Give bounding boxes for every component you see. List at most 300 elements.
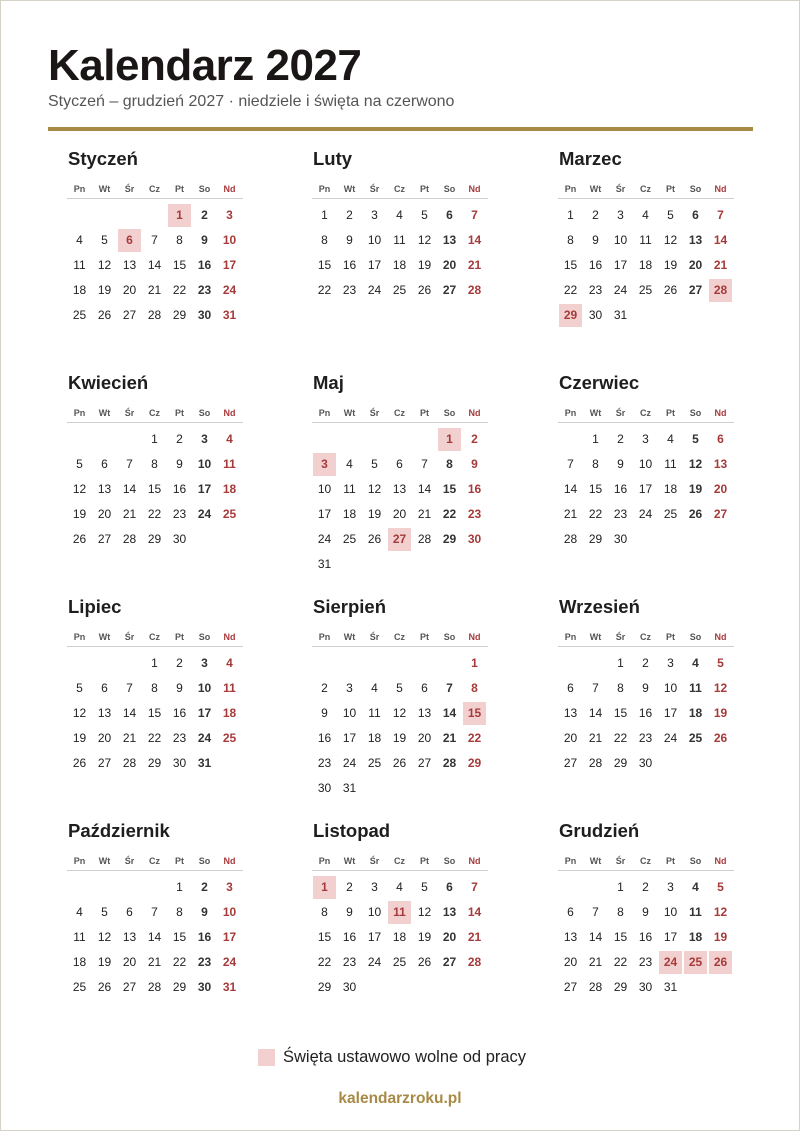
day-number: 15 (563, 258, 578, 272)
day-number: 23 (638, 731, 653, 745)
day-number: 8 (321, 905, 328, 919)
day-number: 25 (72, 980, 87, 994)
day-cell (167, 751, 192, 776)
empty-cell (583, 651, 608, 676)
day-cell (387, 726, 412, 751)
day-number: 9 (642, 905, 649, 919)
day-cell (708, 701, 733, 726)
day-cell (312, 552, 337, 577)
day-number: 8 (567, 233, 574, 247)
day-number: 17 (197, 706, 212, 720)
day-cell (337, 925, 362, 950)
day-number: 10 (663, 905, 678, 919)
day-cell (608, 900, 633, 925)
day-cell (67, 676, 92, 701)
day-number: 15 (588, 482, 603, 496)
day-cell (708, 651, 733, 676)
day-number: 12 (713, 905, 728, 919)
day-cell (337, 278, 362, 303)
weekday-header (558, 406, 734, 423)
day-number: 4 (642, 208, 649, 222)
day-cell (142, 651, 167, 676)
day-number: 30 (638, 980, 653, 994)
day-cell (167, 527, 192, 552)
empty-cell (92, 875, 117, 900)
weekday-label: Nd (468, 856, 481, 866)
day-number: 10 (317, 482, 332, 496)
day-number: 29 (317, 980, 332, 994)
day-cell (192, 502, 217, 527)
day-number: 21 (442, 731, 457, 745)
day-cell (633, 427, 658, 452)
day-number: 12 (367, 482, 382, 496)
day-number: 11 (393, 233, 406, 247)
weekday-label: Pn (318, 184, 331, 194)
day-number: 9 (346, 233, 353, 247)
weekday-label: So (443, 184, 456, 194)
day-number: 28 (467, 955, 482, 969)
day-number: 7 (151, 233, 158, 247)
day-number: 6 (126, 905, 133, 919)
weekday-label: Wt (343, 632, 356, 642)
day-number: 10 (342, 706, 357, 720)
day-cell (167, 278, 192, 303)
month-block (312, 374, 488, 577)
day-cell (217, 651, 242, 676)
day-cell (312, 925, 337, 950)
day-cell (683, 875, 708, 900)
day-number: 26 (417, 283, 432, 297)
weekday-label: Cz (640, 408, 651, 418)
day-number: 24 (317, 532, 332, 546)
weekday-label: Wt (343, 856, 356, 866)
day-cell (92, 925, 117, 950)
day-cell (558, 452, 583, 477)
day-cell (608, 925, 633, 950)
day-cell (167, 676, 192, 701)
holiday-day-cell (117, 228, 142, 253)
holiday-day-cell (167, 203, 192, 228)
day-number: 27 (713, 507, 728, 521)
month-name: Styczeń (68, 148, 138, 169)
day-cell (192, 303, 217, 328)
day-number: 13 (713, 457, 728, 471)
day-number: 4 (692, 656, 699, 670)
day-cell (462, 726, 487, 751)
day-number: 20 (442, 258, 457, 272)
day-cell (633, 975, 658, 1000)
day-cell (217, 502, 242, 527)
day-grid (558, 651, 733, 776)
day-cell (92, 502, 117, 527)
day-cell (67, 477, 92, 502)
holiday-day-cell (683, 950, 708, 975)
day-number: 24 (367, 955, 382, 969)
empty-cell (583, 875, 608, 900)
day-number: 16 (638, 930, 653, 944)
day-cell (608, 726, 633, 751)
empty-cell (337, 427, 362, 452)
month-name: Sierpień (313, 596, 386, 617)
day-cell (683, 676, 708, 701)
day-number: 13 (97, 482, 112, 496)
day-number: 24 (342, 756, 357, 770)
weekday-label: Pn (73, 632, 86, 642)
day-number: 8 (446, 457, 453, 471)
weekday-label: Nd (714, 856, 727, 866)
day-cell (658, 278, 683, 303)
day-number: 12 (417, 905, 432, 919)
month-block (558, 374, 734, 552)
day-number: 30 (342, 980, 357, 994)
day-cell (67, 228, 92, 253)
day-cell (583, 278, 608, 303)
day-number: 5 (371, 457, 378, 471)
day-number: 5 (76, 457, 83, 471)
month-name: Luty (313, 148, 353, 169)
day-cell (583, 975, 608, 1000)
day-number: 6 (567, 905, 574, 919)
weekday-label: Pt (420, 632, 429, 642)
day-number: 20 (392, 507, 407, 521)
day-cell (362, 477, 387, 502)
footer-site[interactable]: kalendarzroku.pl (338, 1090, 462, 1107)
day-cell (167, 477, 192, 502)
day-number: 27 (97, 532, 112, 546)
day-cell (412, 203, 437, 228)
day-cell (362, 726, 387, 751)
day-number: 28 (563, 532, 578, 546)
empty-cell (558, 651, 583, 676)
day-cell (142, 676, 167, 701)
day-number: 8 (617, 905, 624, 919)
day-cell (312, 228, 337, 253)
weekday-label: Pt (175, 184, 184, 194)
day-cell (192, 726, 217, 751)
day-cell (437, 701, 462, 726)
day-number: 23 (588, 283, 603, 297)
day-number: 16 (197, 930, 212, 944)
day-cell (217, 950, 242, 975)
day-cell (583, 701, 608, 726)
day-cell (658, 253, 683, 278)
day-cell (583, 676, 608, 701)
day-cell (167, 900, 192, 925)
day-cell (217, 875, 242, 900)
day-number: 1 (151, 432, 158, 446)
day-number: 6 (717, 432, 724, 446)
day-cell (387, 228, 412, 253)
day-cell (92, 950, 117, 975)
day-number: 7 (592, 905, 599, 919)
month-block (67, 822, 243, 1000)
day-number: 12 (688, 457, 703, 471)
day-cell (387, 253, 412, 278)
day-number: 30 (317, 781, 332, 795)
day-number: 14 (122, 482, 137, 496)
weekday-label: Pn (73, 408, 86, 418)
day-cell (142, 253, 167, 278)
empty-cell (558, 875, 583, 900)
day-number: 15 (147, 482, 162, 496)
day-number: 22 (147, 507, 162, 521)
weekday-label: Pn (318, 856, 331, 866)
day-number: 24 (222, 955, 237, 969)
weekday-label: Wt (589, 408, 602, 418)
day-cell (558, 925, 583, 950)
day-cell (362, 228, 387, 253)
day-cell (708, 253, 733, 278)
day-number: 8 (176, 905, 183, 919)
day-cell (117, 527, 142, 552)
empty-cell (558, 427, 583, 452)
weekday-label: Nd (223, 632, 236, 642)
divider-rule (48, 127, 753, 131)
day-cell (192, 950, 217, 975)
day-cell (633, 253, 658, 278)
day-cell (92, 751, 117, 776)
day-cell (583, 452, 608, 477)
day-cell (608, 203, 633, 228)
day-cell (117, 900, 142, 925)
page-title: Kalendarz 2027 (48, 41, 362, 90)
weekday-header (67, 630, 243, 647)
day-cell (633, 278, 658, 303)
empty-cell (67, 651, 92, 676)
day-cell (412, 950, 437, 975)
empty-cell (312, 651, 337, 676)
day-cell (217, 925, 242, 950)
day-cell (362, 950, 387, 975)
day-number: 7 (421, 457, 428, 471)
day-number: 22 (147, 731, 162, 745)
day-cell (708, 477, 733, 502)
day-cell (412, 900, 437, 925)
day-cell (608, 303, 633, 328)
day-cell (558, 203, 583, 228)
holiday-day-cell (558, 303, 583, 328)
day-number: 4 (396, 208, 403, 222)
day-number: 30 (588, 308, 603, 322)
day-cell (92, 701, 117, 726)
day-number: 5 (396, 681, 403, 695)
weekday-label: Pt (175, 632, 184, 642)
day-cell (583, 477, 608, 502)
day-cell (462, 676, 487, 701)
empty-cell (117, 203, 142, 228)
day-number: 13 (688, 233, 703, 247)
day-cell (412, 502, 437, 527)
day-number: 23 (638, 955, 653, 969)
day-cell (192, 925, 217, 950)
day-cell (683, 427, 708, 452)
weekday-label: Pn (73, 184, 86, 194)
day-number: 6 (396, 457, 403, 471)
day-number: 1 (313, 876, 336, 899)
day-number: 21 (467, 258, 482, 272)
day-number: 27 (563, 756, 578, 770)
weekday-label: Śr (369, 408, 380, 418)
day-cell (437, 925, 462, 950)
day-number: 22 (467, 731, 482, 745)
empty-cell (437, 651, 462, 676)
day-cell (142, 900, 167, 925)
day-cell (142, 278, 167, 303)
day-cell (167, 975, 192, 1000)
day-cell (658, 701, 683, 726)
day-number: 22 (317, 955, 332, 969)
weekday-label: Wt (98, 856, 111, 866)
day-number: 23 (197, 283, 212, 297)
day-cell (192, 228, 217, 253)
day-cell (683, 452, 708, 477)
day-cell (462, 278, 487, 303)
weekday-label: Śr (615, 184, 626, 194)
day-number: 14 (563, 482, 578, 496)
day-cell (337, 875, 362, 900)
day-cell (67, 975, 92, 1000)
day-number: 19 (713, 706, 728, 720)
day-cell (67, 452, 92, 477)
day-number: 31 (342, 781, 357, 795)
empty-cell (117, 875, 142, 900)
day-cell (583, 726, 608, 751)
weekday-label: Cz (640, 632, 651, 642)
day-number: 28 (147, 980, 162, 994)
weekday-label: Pn (564, 184, 577, 194)
day-cell (117, 925, 142, 950)
day-cell (708, 726, 733, 751)
weekday-label: Cz (394, 184, 405, 194)
weekday-label: Cz (149, 632, 160, 642)
day-cell (462, 875, 487, 900)
day-number: 20 (442, 930, 457, 944)
day-cell (583, 502, 608, 527)
day-number: 20 (122, 955, 137, 969)
day-number: 20 (563, 955, 578, 969)
day-number: 4 (76, 905, 83, 919)
day-number: 18 (392, 258, 407, 272)
day-number: 10 (197, 457, 212, 471)
day-cell (337, 751, 362, 776)
day-number: 16 (467, 482, 482, 496)
day-number: 17 (638, 482, 653, 496)
day-number: 18 (688, 706, 703, 720)
day-cell (412, 452, 437, 477)
day-number: 5 (421, 880, 428, 894)
day-cell (437, 950, 462, 975)
day-cell (217, 427, 242, 452)
day-number: 15 (172, 930, 187, 944)
empty-cell (142, 203, 167, 228)
day-number: 21 (588, 955, 603, 969)
day-cell (142, 228, 167, 253)
day-cell (362, 751, 387, 776)
day-cell (67, 726, 92, 751)
day-number: 13 (563, 706, 578, 720)
day-cell (92, 228, 117, 253)
day-number: 23 (317, 756, 332, 770)
day-grid (312, 651, 487, 801)
empty-cell (362, 651, 387, 676)
day-cell (462, 228, 487, 253)
day-number: 6 (567, 681, 574, 695)
day-cell (683, 278, 708, 303)
day-cell (683, 477, 708, 502)
day-cell (633, 950, 658, 975)
day-cell (92, 900, 117, 925)
day-number: 28 (122, 532, 137, 546)
day-number: 1 (168, 204, 191, 227)
day-number: 19 (72, 731, 87, 745)
day-cell (683, 228, 708, 253)
month-name: Wrzesień (559, 596, 640, 617)
day-number: 17 (663, 930, 678, 944)
day-cell (462, 452, 487, 477)
day-cell (437, 875, 462, 900)
day-cell (362, 278, 387, 303)
day-number: 19 (72, 507, 87, 521)
day-number: 5 (717, 880, 724, 894)
day-cell (362, 900, 387, 925)
day-cell (92, 726, 117, 751)
day-cell (683, 203, 708, 228)
month-block (67, 598, 243, 776)
day-cell (387, 203, 412, 228)
day-number: 27 (563, 980, 578, 994)
day-cell (192, 253, 217, 278)
day-cell (362, 502, 387, 527)
day-number: 7 (592, 681, 599, 695)
day-cell (558, 278, 583, 303)
day-number: 29 (613, 756, 628, 770)
day-cell (92, 452, 117, 477)
month-name: Maj (313, 372, 344, 393)
day-cell (462, 651, 487, 676)
day-number: 9 (176, 681, 183, 695)
day-cell (683, 502, 708, 527)
day-cell (608, 477, 633, 502)
day-number: 31 (613, 308, 628, 322)
day-cell (312, 975, 337, 1000)
day-cell (362, 875, 387, 900)
day-cell (142, 975, 167, 1000)
day-cell (192, 701, 217, 726)
day-cell (67, 527, 92, 552)
day-number: 8 (176, 233, 183, 247)
day-number: 17 (613, 258, 628, 272)
day-number: 5 (76, 681, 83, 695)
day-cell (683, 651, 708, 676)
day-cell (387, 502, 412, 527)
day-number: 16 (172, 482, 187, 496)
day-cell (167, 303, 192, 328)
day-cell (217, 726, 242, 751)
weekday-label: Śr (615, 408, 626, 418)
day-cell (708, 427, 733, 452)
day-number: 18 (638, 258, 653, 272)
day-cell (412, 726, 437, 751)
weekday-label: Pt (175, 856, 184, 866)
day-cell (67, 502, 92, 527)
day-grid (67, 427, 242, 552)
day-cell (167, 228, 192, 253)
day-number: 4 (692, 880, 699, 894)
day-number: 28 (588, 756, 603, 770)
day-cell (337, 776, 362, 801)
day-number: 26 (663, 283, 678, 297)
day-cell (312, 502, 337, 527)
